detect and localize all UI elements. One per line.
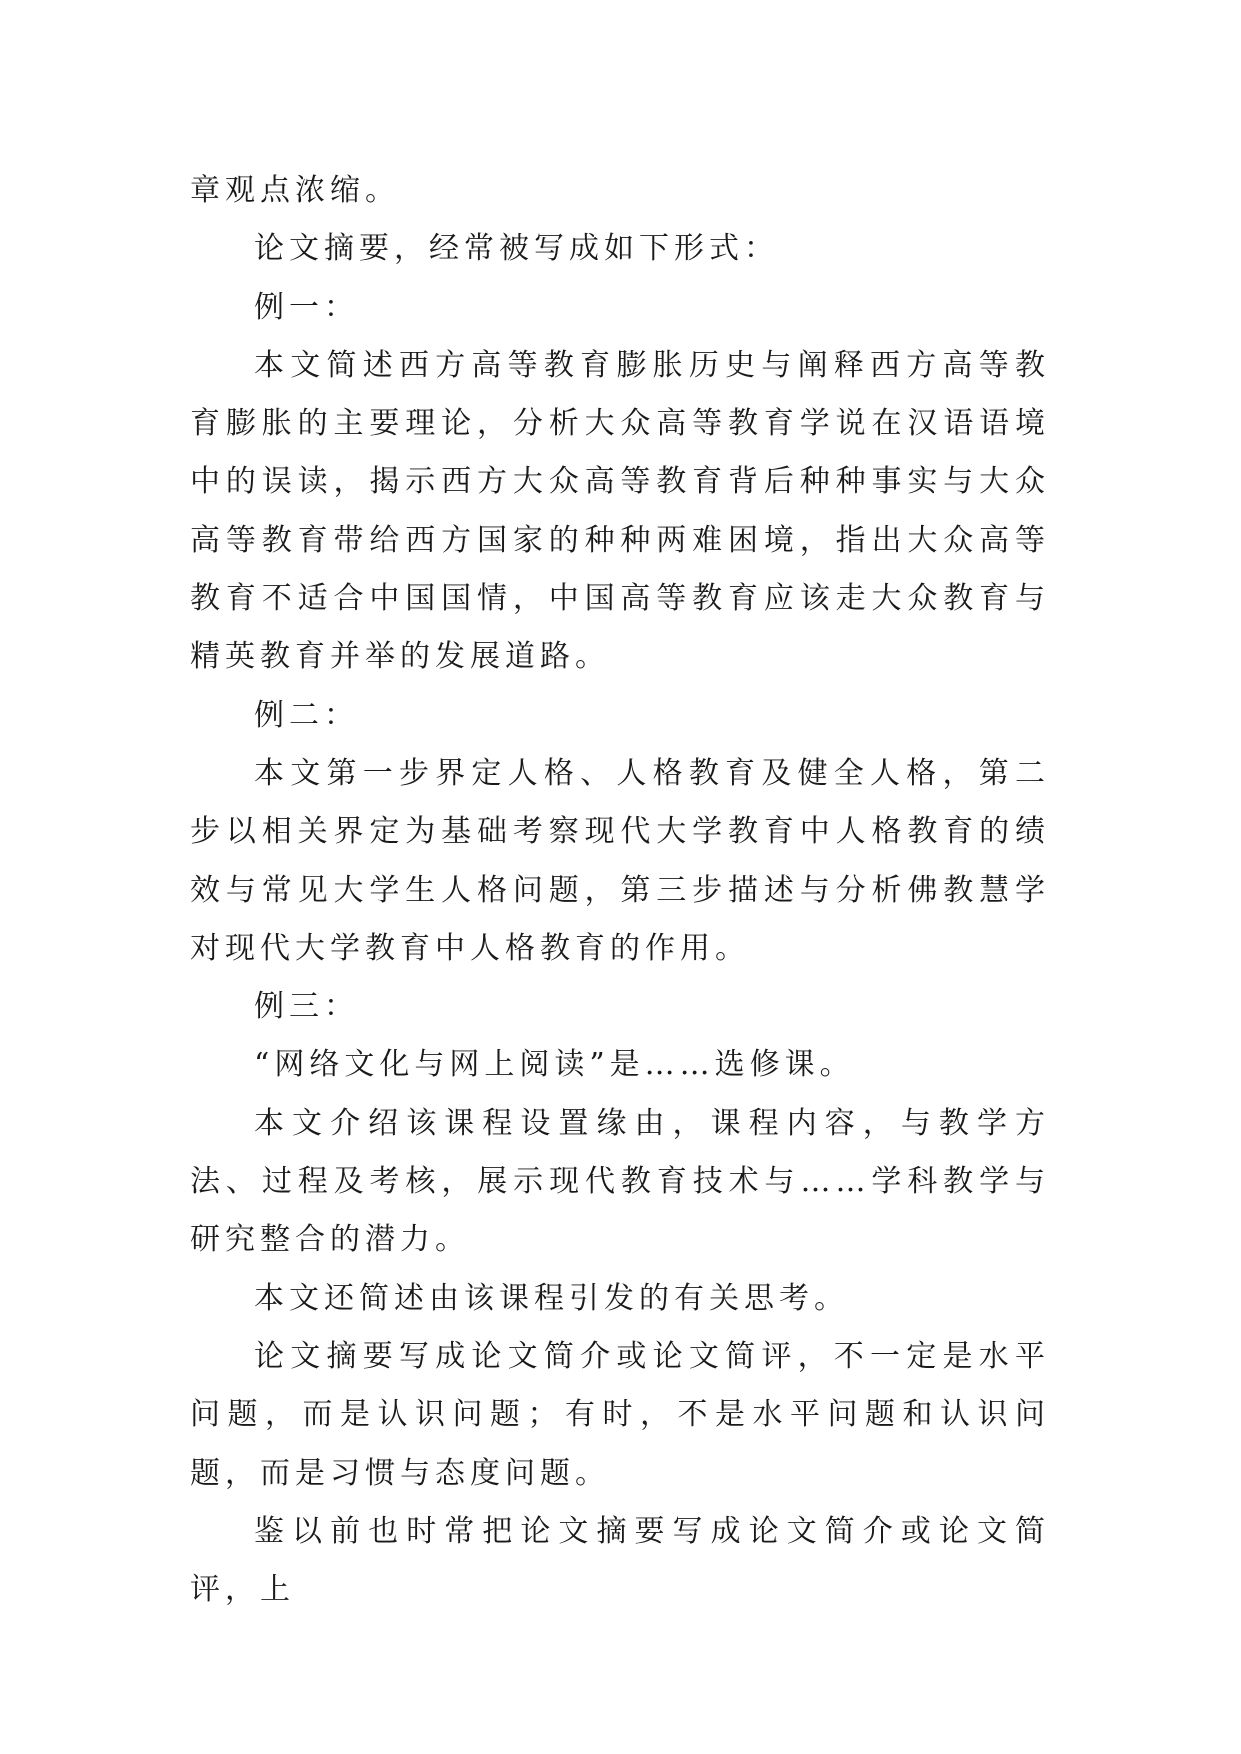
example-one-text: 本文简述西方高等教育膨胀历史与阐释西方高等教育膨胀的主要理论，分析大众高等教育学说在汉语语境中的误读，揭示西方大众高等教育背后种种事实与大众高等教育带给西方国家的种种两难困境，指出大众高等教育不适合中国国情，中国高等教育应该走大众教育与精英教育并举的发展道路。 [190, 347, 1050, 675]
example-three-extra: 本文还简述由该课程引发的有关思考。 [254, 1280, 849, 1316]
document-body [190, 162, 1050, 1619]
paragraph-2: 论文摘要，经常被写成如下形式： [254, 231, 779, 267]
paragraph-last: 鉴以前也时常把论文摘要写成论文简介或论文简评，上 [190, 1513, 1050, 1608]
example-three-label: 例三： [254, 989, 359, 1025]
paragraph-analysis: 论文摘要写成论文简介或论文简评，不一定是水平问题，而是认识问题；有时，不是水平问题和认识问题，而是习惯与态度问题。 [190, 1338, 1050, 1491]
example-three-course: “网络文化与网上阅读”是……选修课。 [254, 1047, 855, 1083]
example-three-text: 本文介绍该课程设置缘由，课程内容，与教学方法、过程及考核，展示现代教育技术与……学科教学与研究整合的潜力。 [190, 1105, 1050, 1258]
paragraph-1: 章观点浓缩。 [190, 173, 400, 208]
example-one-label: 例一： [254, 289, 359, 325]
example-two-label: 例二： [254, 697, 359, 733]
example-two-text: 本文第一步界定人格、人格教育及健全人格，第二步以相关界定为基础考察现代大学教育中人格教育的绩效与常见大学生人格问题，第三步描述与分析佛教慧学对现代大学教育中人格教育的作用。 [190, 755, 1050, 966]
